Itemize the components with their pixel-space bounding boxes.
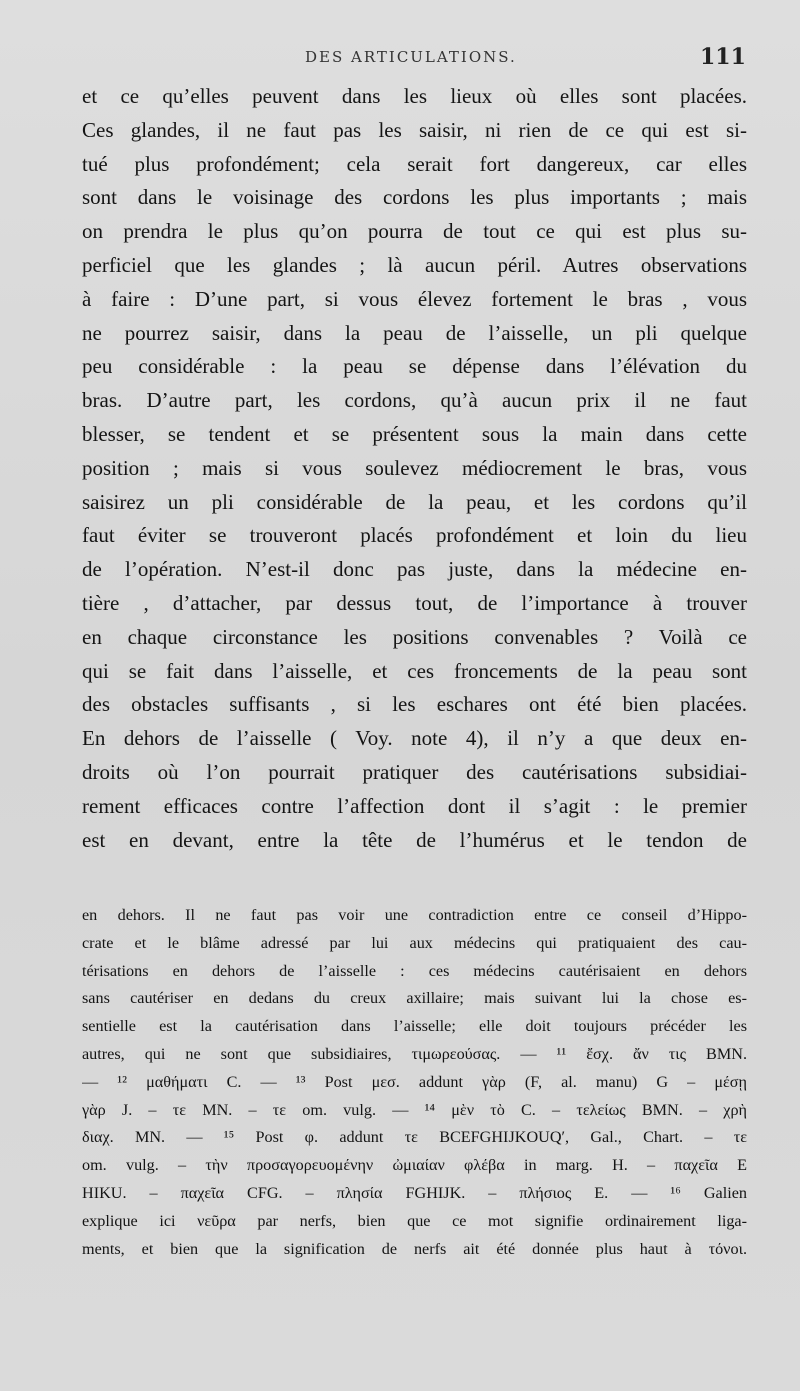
body-line: droits où l’on pourrait pratiquer des cautérisations subsidiai- <box>82 759 747 784</box>
footnote-line: ments, et bien que la signification de nerfs ait été donnée plus haut à τόνοι. <box>82 1239 747 1258</box>
body-line: ne pourrez saisir, dans la peau de l’aisselle, un pli quelque <box>82 320 747 345</box>
body-line: on prendra le plus qu’on pourra de tout ce qui est plus su- <box>82 219 747 244</box>
body-line: rement efficaces contre l’affection dont il s’agit : le premier <box>82 793 747 818</box>
body-line: en chaque circonstance les positions convenables ? Voilà ce <box>82 624 747 649</box>
body-line: tière , d’attacher, par dessus tout, de l’importance à trouver <box>82 590 747 615</box>
body-line: blesser, se tendent et se présentent sous la main dans cette <box>82 421 747 446</box>
footnote-line: explique ici νεῦρα par nerfs, bien que ce mot signifie ordinairement liga- <box>82 1211 747 1230</box>
body-line: tué plus profondément; cela serait fort dangereux, car elles <box>82 151 747 176</box>
footnote-line: om. vulg. – τὴν προσαγορευομένην ὠμιαίαν φλέβα in marg. H. – παχεῖα E <box>82 1156 747 1175</box>
body-line: saisirez un pli considérable de la peau, et les cordons qu’il <box>82 489 747 514</box>
footnote-line: térisations en dehors de l’aisselle : ces médecins cautérisaient en dehors <box>82 961 747 980</box>
footnote-line: — ¹² μαθήματι C. — ¹³ Post μεσ. addunt γὰρ (F, al. manu) G – μέσῃ <box>82 1072 747 1091</box>
footnote-line: γὰρ J. – τε MN. – τε om. vulg. — ¹⁴ μὲν τὸ C. – τελείως BMN. – χρὴ <box>82 1100 747 1119</box>
footnote-line: crate et le blâme adressé par lui aux médecins qui pratiquaient des cau- <box>82 933 747 952</box>
body-line: Ces glandes, il ne faut pas les saisir, ni rien de ce qui est si- <box>82 117 747 142</box>
page-number: 111 <box>700 44 746 70</box>
body-line: faut éviter se trouveront placés profondément et loin du lieu <box>82 523 747 548</box>
footnote-line: διαχ. MN. — ¹⁵ Post φ. addunt τε BCEFGHIJKOUQ′, Gal., Chart. – τε <box>82 1128 747 1147</box>
body-line: position ; mais si vous soulevez médiocrement le bras, vous <box>82 455 747 480</box>
main-text <box>82 80 747 857</box>
body-line: à faire : D’une part, si vous élevez fortement le bras , vous <box>82 286 747 311</box>
body-line: En dehors de l’aisselle ( Voy. note 4), il n’y a que deux en- <box>82 726 747 751</box>
footnote-line: sentielle est la cautérisation dans l’aisselle; elle doit toujours précéder les <box>82 1017 747 1036</box>
footnote-line: autres, qui ne sont que subsidiaires, τιμωρεούσας. — ¹¹ ἔσχ. ἄν τις BMN. <box>82 1044 747 1063</box>
footnote-line: HIKU. – παχεῖα CFG. – πλησία FGHIJK. – πλήσιος E. — ¹⁶ Galien <box>82 1183 747 1202</box>
running-title: DES ARTICULATIONS. <box>305 48 517 66</box>
footnotes <box>82 902 747 1263</box>
footnote-line: en dehors. Il ne faut pas voir une contradiction entre ce conseil d’Hippo- <box>82 906 747 924</box>
body-line: des obstacles suffisants , si les eschares ont été bien placées. <box>82 692 747 717</box>
body-line: de l’opération. N’est-il donc pas juste, dans la médecine en- <box>82 557 747 582</box>
body-line: bras. D’autre part, les cordons, qu’à aucun prix il ne faut <box>82 388 747 413</box>
body-line: sont dans le voisinage des cordons les plus importants ; mais <box>82 185 747 210</box>
footnote-line: sans cautériser en dedans du creux axillaire; mais suivant lui la chose es- <box>82 989 747 1008</box>
running-head <box>0 44 800 74</box>
body-line: perficiel que les glandes ; là aucun péril. Autres observations <box>82 252 747 277</box>
body-line: qui se fait dans l’aisselle, et ces froncements de la peau sont <box>82 658 747 683</box>
body-line: et ce qu’elles peuvent dans les lieux où elles sont placées. <box>82 84 747 108</box>
body-line: peu considérable : la peau se dépense dans l’élévation du <box>82 354 747 379</box>
body-line: est en devant, entre la tête de l’humérus et le tendon de <box>82 827 747 852</box>
